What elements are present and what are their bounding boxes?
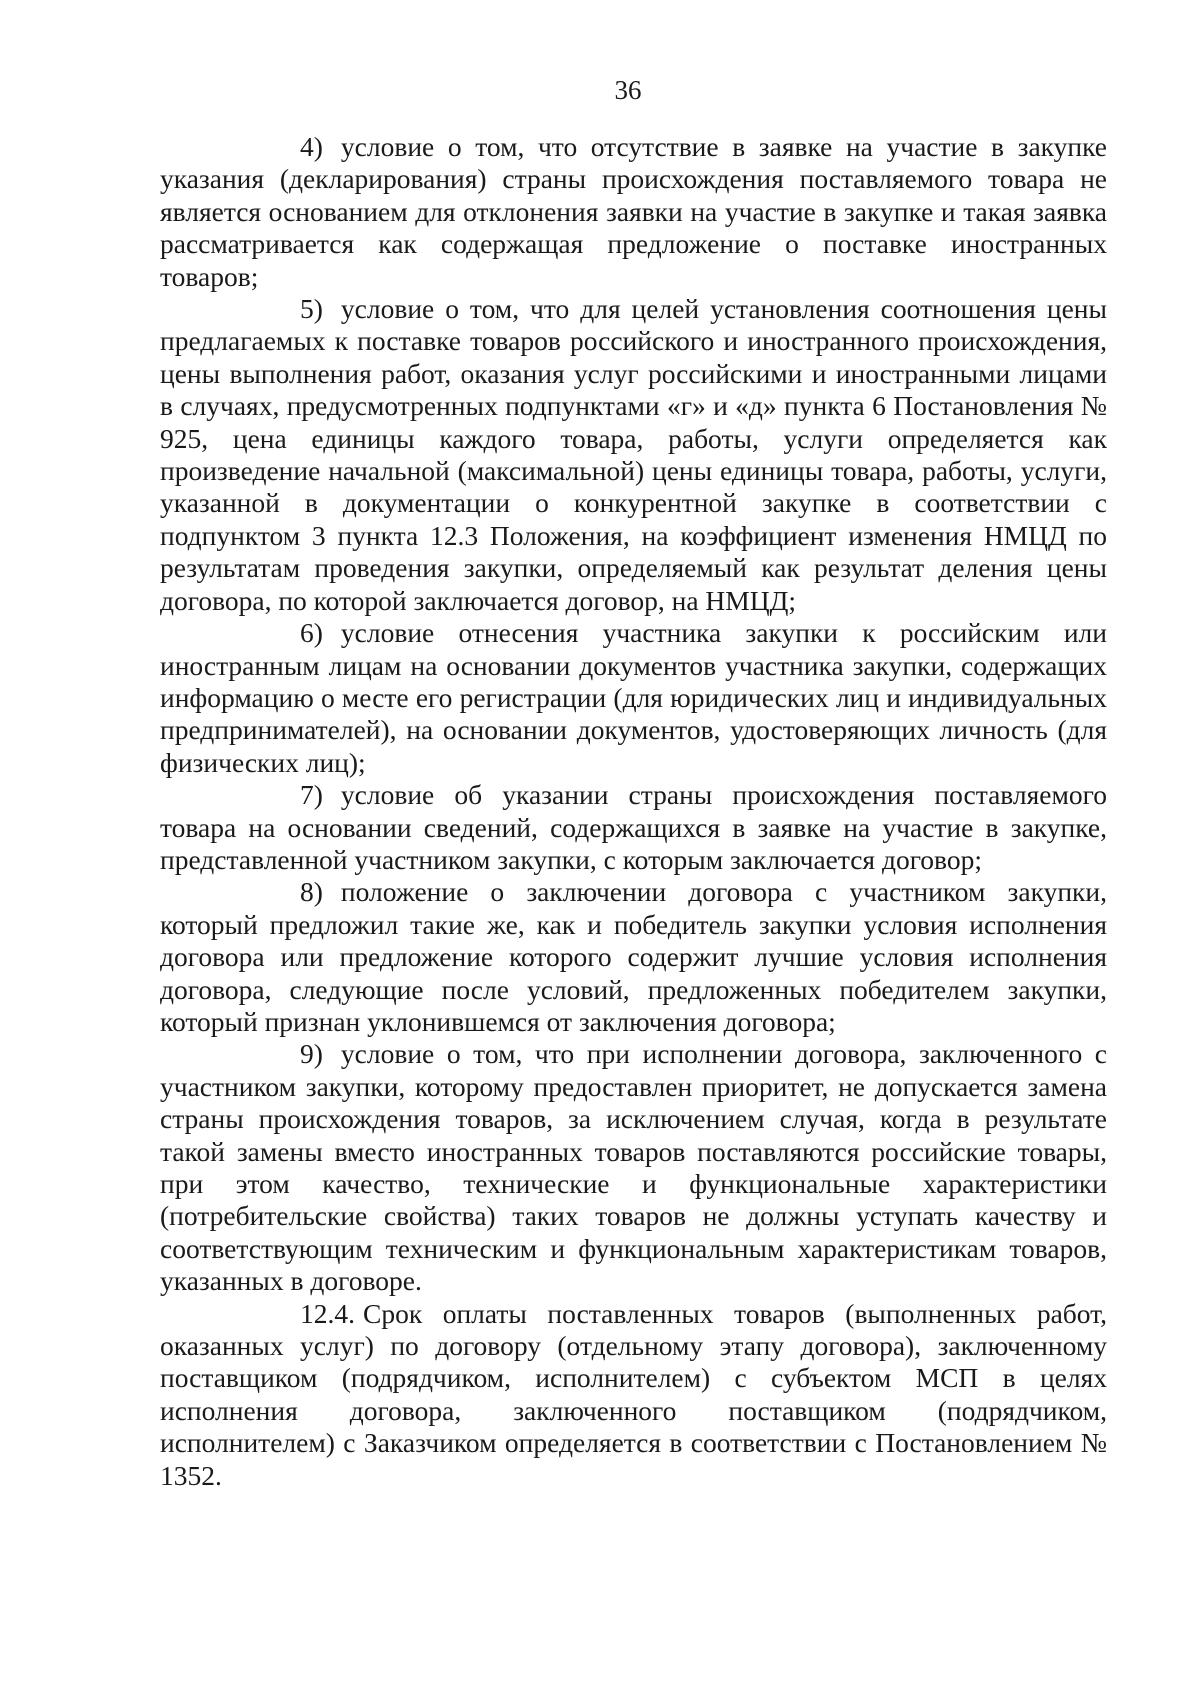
item-text: условие отнесения участника закупки к российским или иностранным лицам на основании документов участника закупки, содержащих информацию о месте его регистрации (для юридических лиц и индивидуальных предпринимателей), на основании документов, удостоверяющих личность (для физических лиц); [160,617,1107,778]
item-text: условие о том, что отсутствие в заявке на участие в закупке указания (декларирования) страны происхождения поставляемого товара не является основанием для отклонения заявки на участие в закупке и такая заявка рассматривается как содержащая предложение о поставке иностранных товаров; [160,131,1107,292]
item-number: 7) [300,779,323,811]
item-text: условие о том, что при исполнении договора, заключенного с участником закупки, которому предоставлен приоритет, не допускается замена страны происхождения товаров, за исключением случая, когда в результате такой замены вместо иностранных товаров поставляются российские товары, при этом качество, технические и функциональные характеристики (потребительские свойства) таких товаров не должны уступать качеству и соответствующим техническим и функциональным характеристикам товаров, указанных в договоре. [160,1038,1107,1297]
item-number: 8) [300,876,323,908]
item-number: 6) [300,617,323,649]
item-number: 4) [300,131,323,162]
section-number: 12.4. [300,1297,355,1329]
item-text: положение о заключении договора с участником закупки, который предложил такие же, как и победитель закупки условия исполнения договора или предложение которого содержит лучшие условия исполнения договора, следующие после условий, предложенных победителем закупки, который признан уклонившемся от заключения договора; [160,876,1107,1037]
list-item-5 [160,293,1107,617]
section-text: Срок оплаты поставленных товаров (выполненных работ, оказанных услуг) по договору (отдельному этапу договора), заключенному поставщиком (подрядчиком, исполнителем) с субъектом МСП в целях исполнения договора, заключенного поставщиком (подрядчиком, исполнителем) с Заказчиком определяется в соответствии с Постановлением № 1352. [160,1297,1107,1491]
item-text: условие о том, что для целей установления соотношения цены предлагаемых к поставке товаров российского и иностранного происхождения, цены выполнения работ, оказания услуг российскими и иностранными лицами в случаях, предусмотренных подпунктами «г» и «д» пункта 6 Постановления № 925, цена единицы каждого товара, работы, услуги определяется как произведение начальной (максимальной) цены единицы товара, работы, услуги, указанной в документации о конкурентной закупке в соответствии с подпунктом 3 пункта 12.3 Положения, на коэффициент изменения НМЦД по результатам проведения закупки, определяемый как результат деления цены договора, по которой заключается договор, на НМЦД; [160,293,1107,616]
list-item-8 [160,876,1107,1038]
list-item-7 [160,779,1107,876]
item-number: 9) [300,1038,323,1070]
list-item-4 [160,131,1107,293]
section-12-4 [160,1298,1107,1492]
page-number: 36 [614,75,642,105]
document-body [160,131,1107,1492]
list-item-9 [160,1038,1107,1297]
item-text: условие об указании страны происхождения поставляемого товара на основании сведений, содержащихся в заявке на участие в закупке, представленной участником закупки, с которым заключается договор; [160,779,1107,875]
item-number: 5) [300,293,323,325]
list-item-6 [160,617,1107,779]
